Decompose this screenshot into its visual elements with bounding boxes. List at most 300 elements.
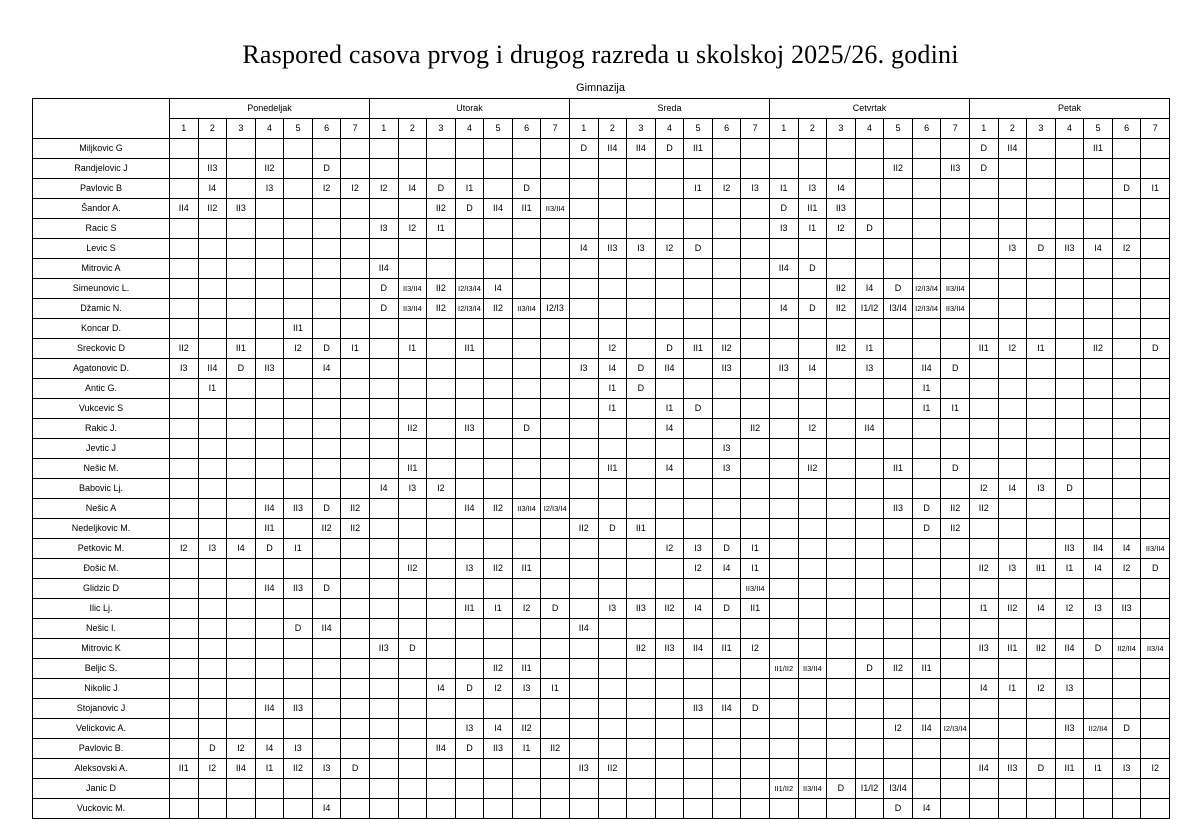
schedule-cell: D bbox=[655, 139, 684, 159]
schedule-cell bbox=[1141, 799, 1170, 819]
schedule-cell bbox=[884, 359, 913, 379]
schedule-cell bbox=[855, 439, 884, 459]
schedule-cell: I4 bbox=[970, 679, 999, 699]
schedule-cell bbox=[1112, 679, 1141, 699]
schedule-cell bbox=[198, 659, 227, 679]
schedule-cell bbox=[312, 259, 341, 279]
schedule-cell: I1 bbox=[741, 539, 770, 559]
teacher-name-cell: Agatonovic D. bbox=[33, 359, 170, 379]
schedule-cell bbox=[569, 719, 598, 739]
schedule-cell bbox=[712, 679, 741, 699]
schedule-cell bbox=[1027, 619, 1056, 639]
period-header-ponedeljak-7: 7 bbox=[341, 119, 370, 139]
schedule-cell bbox=[884, 639, 913, 659]
schedule-cell: II2 bbox=[427, 279, 456, 299]
schedule-cell bbox=[941, 539, 970, 559]
schedule-cell bbox=[398, 739, 427, 759]
schedule-cell bbox=[770, 279, 799, 299]
schedule-cell: I1 bbox=[912, 399, 941, 419]
schedule-cell bbox=[198, 319, 227, 339]
schedule-cell bbox=[998, 419, 1027, 439]
schedule-cell bbox=[341, 219, 370, 239]
table-row bbox=[33, 319, 1170, 339]
period-header-sreda-6: 6 bbox=[712, 119, 741, 139]
schedule-cell bbox=[941, 599, 970, 619]
schedule-cell bbox=[741, 339, 770, 359]
schedule-cell bbox=[284, 279, 313, 299]
schedule-cell bbox=[569, 399, 598, 419]
schedule-cell bbox=[912, 479, 941, 499]
schedule-cell: II4 bbox=[1084, 539, 1113, 559]
schedule-cell: I4 bbox=[569, 239, 598, 259]
schedule-cell bbox=[198, 519, 227, 539]
schedule-cell bbox=[1055, 319, 1084, 339]
schedule-cell bbox=[1084, 779, 1113, 799]
schedule-cell: II3 bbox=[627, 599, 656, 619]
schedule-cell: II3 bbox=[227, 199, 256, 219]
schedule-cell: D bbox=[1055, 479, 1084, 499]
schedule-cell bbox=[341, 379, 370, 399]
schedule-cell bbox=[455, 639, 484, 659]
schedule-cell: II4 bbox=[598, 139, 627, 159]
table-row bbox=[33, 699, 1170, 719]
period-header-petak-2: 2 bbox=[998, 119, 1027, 139]
schedule-cell bbox=[170, 599, 199, 619]
table-row bbox=[33, 419, 1170, 439]
schedule-cell bbox=[1141, 479, 1170, 499]
schedule-cell: II4 bbox=[312, 619, 341, 639]
schedule-cell bbox=[684, 199, 713, 219]
schedule-cell bbox=[312, 399, 341, 419]
schedule-cell: I4 bbox=[684, 599, 713, 619]
teacher-name-cell: Pavlovic B bbox=[33, 179, 170, 199]
schedule-cell bbox=[1027, 259, 1056, 279]
schedule-cell bbox=[912, 539, 941, 559]
schedule-cell: II2 bbox=[284, 759, 313, 779]
schedule-cell bbox=[227, 779, 256, 799]
schedule-cell bbox=[1027, 499, 1056, 519]
schedule-cell bbox=[598, 659, 627, 679]
schedule-cell: II3/II4 bbox=[941, 299, 970, 319]
schedule-cell bbox=[512, 579, 541, 599]
schedule-cell bbox=[912, 739, 941, 759]
schedule-cell bbox=[798, 719, 827, 739]
schedule-cell bbox=[941, 619, 970, 639]
schedule-cell bbox=[569, 439, 598, 459]
schedule-cell: D bbox=[912, 499, 941, 519]
teacher-name-cell: Velickovic A. bbox=[33, 719, 170, 739]
schedule-cell: I2/I3/I4 bbox=[912, 299, 941, 319]
schedule-cell bbox=[255, 439, 284, 459]
schedule-cell bbox=[655, 679, 684, 699]
schedule-cell: I3 bbox=[712, 439, 741, 459]
schedule-cell: II2 bbox=[884, 659, 913, 679]
schedule-cell bbox=[541, 799, 570, 819]
schedule-cell bbox=[341, 259, 370, 279]
schedule-cell bbox=[284, 479, 313, 499]
schedule-cell bbox=[1141, 319, 1170, 339]
period-header-petak-7: 7 bbox=[1141, 119, 1170, 139]
schedule-cell bbox=[627, 319, 656, 339]
schedule-cell bbox=[512, 259, 541, 279]
schedule-cell bbox=[827, 439, 856, 459]
schedule-cell: II4 bbox=[455, 499, 484, 519]
schedule-cell bbox=[398, 519, 427, 539]
schedule-cell: II2 bbox=[827, 339, 856, 359]
schedule-cell: I2 bbox=[998, 339, 1027, 359]
schedule-cell bbox=[684, 459, 713, 479]
schedule-cell: II1 bbox=[912, 659, 941, 679]
schedule-cell bbox=[170, 219, 199, 239]
schedule-cell bbox=[1141, 779, 1170, 799]
teacher-name-cell: Simeunovic L. bbox=[33, 279, 170, 299]
schedule-cell bbox=[598, 479, 627, 499]
schedule-cell: II1 bbox=[741, 599, 770, 619]
schedule-cell: II1/II2 bbox=[770, 779, 799, 799]
schedule-cell: II2 bbox=[655, 599, 684, 619]
schedule-cell: I1 bbox=[770, 179, 799, 199]
schedule-cell bbox=[227, 239, 256, 259]
schedule-cell bbox=[284, 259, 313, 279]
schedule-cell bbox=[227, 579, 256, 599]
schedule-cell bbox=[541, 459, 570, 479]
schedule-cell bbox=[198, 779, 227, 799]
schedule-cell: II2 bbox=[741, 419, 770, 439]
schedule-cell bbox=[569, 199, 598, 219]
schedule-cell bbox=[541, 379, 570, 399]
schedule-cell: II2 bbox=[427, 199, 456, 219]
schedule-cell bbox=[227, 399, 256, 419]
schedule-cell: II2 bbox=[941, 519, 970, 539]
schedule-cell bbox=[170, 419, 199, 439]
schedule-cell: I2 bbox=[484, 679, 513, 699]
schedule-cell bbox=[198, 639, 227, 659]
schedule-cell bbox=[741, 759, 770, 779]
schedule-cell bbox=[455, 439, 484, 459]
schedule-cell bbox=[627, 199, 656, 219]
schedule-cell bbox=[684, 679, 713, 699]
schedule-cell bbox=[427, 779, 456, 799]
schedule-cell bbox=[798, 559, 827, 579]
schedule-cell bbox=[170, 279, 199, 299]
schedule-cell: D bbox=[884, 799, 913, 819]
schedule-cell bbox=[398, 159, 427, 179]
schedule-cell: II2 bbox=[569, 519, 598, 539]
schedule-cell bbox=[198, 399, 227, 419]
schedule-cell bbox=[398, 799, 427, 819]
schedule-cell: II4 bbox=[970, 759, 999, 779]
schedule-cell bbox=[1141, 259, 1170, 279]
schedule-cell bbox=[798, 619, 827, 639]
schedule-cell bbox=[884, 239, 913, 259]
schedule-cell bbox=[227, 379, 256, 399]
schedule-cell bbox=[455, 779, 484, 799]
schedule-cell bbox=[541, 399, 570, 419]
schedule-cell bbox=[484, 459, 513, 479]
schedule-cell bbox=[1112, 479, 1141, 499]
day-header-row bbox=[33, 99, 1170, 119]
schedule-cell: II4 bbox=[255, 699, 284, 719]
schedule-cell bbox=[170, 719, 199, 739]
schedule-cell bbox=[684, 619, 713, 639]
schedule-cell bbox=[284, 779, 313, 799]
schedule-cell bbox=[770, 679, 799, 699]
schedule-cell bbox=[798, 339, 827, 359]
schedule-cell bbox=[1027, 659, 1056, 679]
schedule-cell bbox=[941, 199, 970, 219]
schedule-cell bbox=[712, 759, 741, 779]
schedule-cell bbox=[1112, 519, 1141, 539]
schedule-cell bbox=[998, 319, 1027, 339]
schedule-cell bbox=[1027, 379, 1056, 399]
schedule-cell bbox=[827, 619, 856, 639]
schedule-cell bbox=[1112, 619, 1141, 639]
schedule-cell bbox=[970, 219, 999, 239]
schedule-cell bbox=[741, 779, 770, 799]
schedule-cell bbox=[970, 399, 999, 419]
table-row bbox=[33, 759, 1170, 779]
schedule-cell: II3 bbox=[827, 199, 856, 219]
schedule-cell bbox=[312, 319, 341, 339]
schedule-cell bbox=[1141, 679, 1170, 699]
schedule-cell bbox=[484, 379, 513, 399]
schedule-cell bbox=[712, 299, 741, 319]
schedule-cell: I3/I4 bbox=[884, 779, 913, 799]
schedule-cell bbox=[855, 379, 884, 399]
schedule-cell: II2 bbox=[1027, 639, 1056, 659]
schedule-cell bbox=[798, 379, 827, 399]
schedule-cell bbox=[998, 799, 1027, 819]
schedule-cell: II1 bbox=[284, 319, 313, 339]
schedule-cell bbox=[855, 559, 884, 579]
schedule-cell bbox=[684, 359, 713, 379]
schedule-cell bbox=[1027, 539, 1056, 559]
schedule-cell bbox=[170, 619, 199, 639]
schedule-cell bbox=[627, 459, 656, 479]
schedule-cell bbox=[541, 359, 570, 379]
schedule-cell bbox=[998, 539, 1027, 559]
schedule-cell bbox=[312, 739, 341, 759]
schedule-cell bbox=[369, 599, 398, 619]
schedule-cell: I3/I4 bbox=[884, 299, 913, 319]
schedule-cell bbox=[227, 619, 256, 639]
period-header-cetvrtak-7: 7 bbox=[941, 119, 970, 139]
schedule-cell: II3 bbox=[655, 639, 684, 659]
schedule-cell bbox=[1027, 359, 1056, 379]
schedule-cell bbox=[627, 579, 656, 599]
schedule-cell bbox=[227, 699, 256, 719]
schedule-cell bbox=[541, 539, 570, 559]
schedule-cell bbox=[1055, 519, 1084, 539]
schedule-cell bbox=[598, 539, 627, 559]
schedule-cell bbox=[827, 559, 856, 579]
schedule-cell bbox=[770, 719, 799, 739]
schedule-table-head bbox=[33, 99, 1170, 139]
schedule-cell: II2 bbox=[512, 719, 541, 739]
schedule-cell bbox=[1055, 499, 1084, 519]
schedule-cell bbox=[1141, 439, 1170, 459]
schedule-cell bbox=[1141, 279, 1170, 299]
schedule-cell: II4 bbox=[998, 139, 1027, 159]
schedule-cell bbox=[770, 439, 799, 459]
schedule-cell bbox=[227, 279, 256, 299]
schedule-cell: I3 bbox=[455, 559, 484, 579]
schedule-cell bbox=[512, 219, 541, 239]
table-row bbox=[33, 499, 1170, 519]
schedule-cell: D bbox=[369, 299, 398, 319]
schedule-cell: D bbox=[941, 359, 970, 379]
schedule-cell bbox=[455, 239, 484, 259]
schedule-cell bbox=[398, 599, 427, 619]
period-header-row bbox=[33, 119, 1170, 139]
schedule-cell bbox=[1027, 139, 1056, 159]
schedule-cell bbox=[655, 579, 684, 599]
schedule-cell bbox=[970, 719, 999, 739]
schedule-cell bbox=[398, 499, 427, 519]
schedule-cell bbox=[255, 379, 284, 399]
schedule-cell bbox=[884, 379, 913, 399]
teacher-name-cell: Levic S bbox=[33, 239, 170, 259]
schedule-cell bbox=[398, 199, 427, 219]
schedule-cell bbox=[912, 699, 941, 719]
period-header-cetvrtak-2: 2 bbox=[798, 119, 827, 139]
schedule-cell bbox=[569, 639, 598, 659]
schedule-cell bbox=[284, 519, 313, 539]
schedule-cell bbox=[912, 579, 941, 599]
schedule-cell bbox=[512, 799, 541, 819]
table-row bbox=[33, 379, 1170, 399]
schedule-cell bbox=[855, 579, 884, 599]
schedule-cell bbox=[998, 299, 1027, 319]
schedule-cell bbox=[1055, 279, 1084, 299]
schedule-cell: I4 bbox=[912, 799, 941, 819]
schedule-cell bbox=[284, 379, 313, 399]
schedule-cell bbox=[770, 319, 799, 339]
schedule-cell bbox=[970, 239, 999, 259]
schedule-cell bbox=[284, 439, 313, 459]
schedule-cell: II3 bbox=[284, 499, 313, 519]
schedule-cell bbox=[1084, 259, 1113, 279]
schedule-cell bbox=[770, 379, 799, 399]
schedule-cell bbox=[1141, 199, 1170, 219]
schedule-cell bbox=[998, 499, 1027, 519]
schedule-cell bbox=[198, 579, 227, 599]
schedule-cell bbox=[684, 259, 713, 279]
schedule-cell bbox=[170, 239, 199, 259]
schedule-cell: II2 bbox=[398, 419, 427, 439]
schedule-cell: D bbox=[284, 619, 313, 639]
schedule-cell bbox=[484, 519, 513, 539]
schedule-cell bbox=[398, 439, 427, 459]
schedule-cell: I2/I3/I4 bbox=[455, 279, 484, 299]
table-row bbox=[33, 439, 1170, 459]
schedule-cell bbox=[855, 739, 884, 759]
period-header-petak-4: 4 bbox=[1055, 119, 1084, 139]
schedule-cell bbox=[684, 439, 713, 459]
schedule-cell bbox=[198, 679, 227, 699]
schedule-cell bbox=[455, 759, 484, 779]
schedule-cell bbox=[227, 219, 256, 239]
schedule-cell bbox=[341, 299, 370, 319]
schedule-cell: II3 bbox=[684, 699, 713, 719]
schedule-cell bbox=[427, 259, 456, 279]
schedule-cell bbox=[827, 239, 856, 259]
schedule-cell bbox=[341, 439, 370, 459]
schedule-cell: I2 bbox=[884, 719, 913, 739]
table-row bbox=[33, 559, 1170, 579]
schedule-cell: II3 bbox=[569, 759, 598, 779]
schedule-cell bbox=[341, 459, 370, 479]
schedule-cell bbox=[884, 699, 913, 719]
schedule-cell bbox=[341, 239, 370, 259]
schedule-cell bbox=[284, 639, 313, 659]
schedule-cell bbox=[1084, 419, 1113, 439]
schedule-cell bbox=[1141, 359, 1170, 379]
schedule-cell bbox=[255, 139, 284, 159]
schedule-cell: I4 bbox=[798, 359, 827, 379]
schedule-cell: II4 bbox=[1055, 639, 1084, 659]
schedule-cell bbox=[569, 799, 598, 819]
schedule-cell: II4 bbox=[770, 259, 799, 279]
teacher-name-cell: Vuckovic M. bbox=[33, 799, 170, 819]
schedule-cell bbox=[1055, 699, 1084, 719]
schedule-cell bbox=[884, 139, 913, 159]
schedule-cell bbox=[455, 519, 484, 539]
schedule-cell bbox=[312, 639, 341, 659]
schedule-cell bbox=[569, 679, 598, 699]
schedule-cell: D bbox=[312, 339, 341, 359]
schedule-cell bbox=[1141, 519, 1170, 539]
table-row bbox=[33, 359, 1170, 379]
schedule-cell bbox=[1084, 499, 1113, 519]
schedule-cell bbox=[1141, 139, 1170, 159]
schedule-cell bbox=[770, 459, 799, 479]
schedule-cell: II1/II2 bbox=[770, 659, 799, 679]
schedule-cell bbox=[912, 259, 941, 279]
schedule-cell bbox=[770, 699, 799, 719]
schedule-cell bbox=[1027, 159, 1056, 179]
schedule-cell: I2 bbox=[970, 479, 999, 499]
schedule-cell bbox=[569, 379, 598, 399]
schedule-cell: I4 bbox=[998, 479, 1027, 499]
schedule-cell: II1 bbox=[998, 639, 1027, 659]
teacher-name-cell: Mitrovic K bbox=[33, 639, 170, 659]
schedule-cell bbox=[1084, 359, 1113, 379]
schedule-cell bbox=[312, 239, 341, 259]
schedule-cell bbox=[255, 219, 284, 239]
teacher-name-cell: Sreckovic D bbox=[33, 339, 170, 359]
day-header-sreda: Sreda bbox=[569, 99, 769, 119]
schedule-cell bbox=[1084, 379, 1113, 399]
schedule-cell bbox=[970, 319, 999, 339]
schedule-cell bbox=[798, 699, 827, 719]
teacher-name-cell: Nešic M. bbox=[33, 459, 170, 479]
schedule-cell: II3 bbox=[284, 579, 313, 599]
schedule-cell bbox=[970, 279, 999, 299]
period-header-utorak-7: 7 bbox=[541, 119, 570, 139]
teacher-name-cell: Džamic N. bbox=[33, 299, 170, 319]
schedule-cell: II2 bbox=[1084, 339, 1113, 359]
schedule-cell bbox=[1084, 279, 1113, 299]
schedule-cell bbox=[541, 779, 570, 799]
schedule-cell bbox=[741, 299, 770, 319]
schedule-cell bbox=[655, 379, 684, 399]
schedule-cell: I3 bbox=[798, 179, 827, 199]
schedule-cell bbox=[970, 419, 999, 439]
schedule-cell: II1 bbox=[255, 519, 284, 539]
schedule-cell bbox=[970, 259, 999, 279]
schedule-cell bbox=[427, 539, 456, 559]
